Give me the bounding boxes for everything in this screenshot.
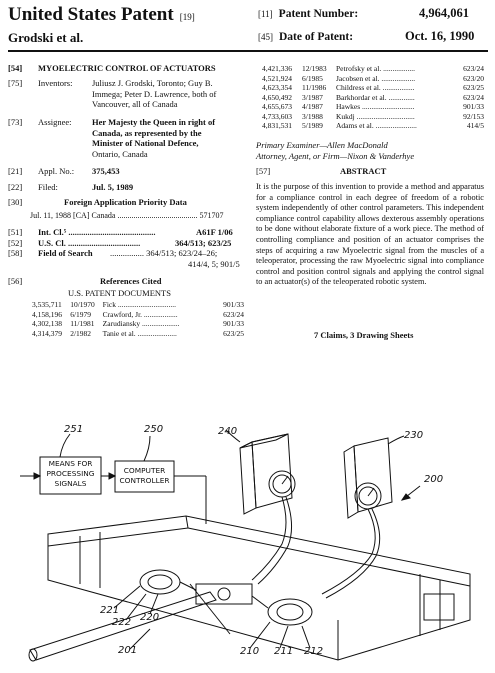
ref-date: 3/1987 [302, 92, 323, 102]
uscl-label: U.S. Cl. .................................. [38, 237, 141, 248]
assignee-code: [73] [8, 117, 23, 127]
primary-examiner: Primary Examiner—Allen MacDonald [256, 140, 388, 150]
reference-row [32, 300, 244, 310]
ref-class: 623/25 [223, 328, 245, 338]
ref-200: 200 [424, 474, 444, 485]
assignee-line-3: Minister of National Defence, [92, 138, 199, 148]
ref-name: Crawford, Jr. .................. [102, 309, 178, 319]
ref-number: 4,421,336 [262, 64, 292, 73]
ref-number: 4,314,379 [32, 328, 62, 338]
abstract-heading: ABSTRACT [340, 166, 387, 176]
inventors-line-1: Juliusz J. Grodski, Toronto; Guy B. [92, 78, 213, 88]
ref-221: 221 [100, 605, 120, 616]
inventors-code: [75] [8, 78, 23, 88]
intcl-label: Int. Cl.⁵ ......................................... [38, 227, 156, 237]
reference-row [262, 83, 486, 93]
priority-code: [30] [8, 197, 23, 207]
ref-number: 4,302,138 [32, 319, 62, 328]
ref-class: 623/25 [463, 83, 484, 92]
ref-date: 6/1985 [302, 73, 323, 83]
ref-number: 4,650,492 [262, 92, 292, 102]
authors: Grodski et al. [8, 30, 84, 45]
ref-201: 201 [118, 645, 138, 656]
uscl-code: [52] [8, 237, 23, 248]
ref-212: 212 [304, 646, 324, 657]
patent-date: Oct. 16, 1990 [405, 29, 475, 43]
ref-number: 4,158,196 [32, 309, 62, 319]
reference-row [262, 74, 486, 84]
abstract-text: It is the purpose of this invention to provide a method and apparatus for a compliance control in each degree of freedom of a robotic system independently of other control parameters. This independent compliance control capability allows dexterous assembly operations to be done without elaborate fixture of a work piece. The method of controlling compliance and position of an actuator comprises the steps of acquiring a raw Myoelectric signal from the muscles of a teleoperator, processing the raw Myoelectric signal into compliance control and position control signals and applying the control signal to an actuator(s) of the teleoperated robotic system. [256, 182, 484, 287]
processing-box-label: MEANS FOR PROCESSING SIGNALS [46, 459, 95, 488]
ref-class: 623/20 [463, 73, 484, 83]
ref-class: 414/5 [466, 121, 484, 130]
ref-date: 6/1979 [70, 309, 92, 319]
ref-date: 5/1989 [302, 121, 323, 130]
ref-name: Petrofsky et al. ................. [336, 64, 415, 73]
references-left-list [32, 300, 244, 338]
ref-class: 901/33 [223, 319, 245, 328]
reference-row [262, 112, 486, 122]
priority-line: Jul. 11, 1988 [CA] Canada ........................................ 571707 [30, 211, 224, 220]
ref-class: 623/24 [463, 64, 484, 73]
ref-230: 230 [404, 430, 424, 441]
patent-number: 4,964,061 [419, 6, 469, 20]
ref-name: Fick ............................... [102, 300, 177, 309]
inventors-label: Inventors: [38, 78, 73, 88]
ref-220: 220 [140, 612, 160, 623]
filed-label: Filed: [38, 182, 58, 192]
ref-number: 4,655,673 [262, 102, 292, 111]
ref-name: Barkhordar et al. .............. [336, 92, 415, 102]
ref-number: 4,733,603 [262, 111, 292, 121]
reference-row [32, 310, 244, 320]
ref-251: 251 [64, 424, 84, 435]
references-code: [56] [8, 276, 23, 286]
ref-date: 3/1988 [302, 111, 323, 121]
filed-code: [22] [8, 182, 23, 192]
reference-row [32, 319, 244, 329]
attorney: Attorney, Agent, or Firm—Nixon & Vanderhye [256, 150, 415, 161]
search-value: ................ 364/513; 623/24–26; [110, 248, 218, 258]
ref-240: 240 [218, 426, 238, 437]
patent-office-title: United States Patent [19] [8, 4, 195, 25]
reference-row [32, 329, 244, 339]
invention-title: MYOELECTRIC CONTROL OF ACTUATORS [38, 63, 216, 73]
appl-code: [21] [8, 166, 23, 176]
ref-number: 4,521,924 [262, 73, 292, 83]
ref-name: Jacobsen et al. .................. [336, 73, 416, 83]
search-code: [58] [8, 248, 23, 258]
ref-name: Adams et al. ...................... [336, 121, 417, 130]
date-label: [45] Date of Patent: [258, 31, 354, 43]
ref-class: 623/24 [463, 92, 484, 102]
ref-class: 92/153 [463, 111, 484, 121]
ref-date: 4/1987 [302, 102, 323, 111]
ref-number: 3,535,711 [32, 300, 62, 309]
ref-name: Zarudiansky .................... [102, 319, 180, 328]
ref-class: 901/33 [223, 300, 245, 309]
ref-name: Kukdj ............................... [336, 111, 415, 121]
ref-number: 4,623,354 [262, 83, 292, 92]
appl-label: Appl. No.: [38, 166, 75, 176]
control-box-240 [252, 434, 292, 508]
intcl-code: [51] [8, 227, 23, 237]
assignee-line-1: Her Majesty the Queen in right of [92, 117, 216, 127]
ref-date: 12/1983 [302, 64, 327, 73]
filed-value: Jul. 5, 1989 [92, 182, 134, 192]
references-heading: References Cited [100, 276, 162, 286]
claims-summary: 7 Claims, 3 Drawing Sheets [314, 330, 414, 340]
actuator-left [140, 570, 180, 594]
computer-box-label: COMPUTER CONTROLLER [119, 466, 170, 485]
ref-class: 901/33 [463, 102, 484, 111]
search-label: Field of Search [38, 248, 93, 258]
reference-row [262, 102, 486, 112]
assignee-label: Assignee: [38, 117, 72, 127]
reference-row [262, 121, 486, 131]
references-right-list [262, 64, 486, 131]
actuator-right [268, 599, 312, 625]
uscl-value: 364/513; 623/25 [175, 237, 232, 248]
abstract-code: [57] [256, 166, 271, 176]
assignee-line-2: Canada, as represented by the [92, 127, 202, 138]
ref-210: 210 [240, 646, 260, 657]
priority-heading: Foreign Application Priority Data [64, 197, 187, 207]
references-subheading: U.S. PATENT DOCUMENTS [68, 288, 171, 298]
inventors-line-2: Immega; Peter D. Lawrence, both of [92, 88, 217, 99]
header-rule [8, 50, 488, 52]
intcl-value: A61F 1/06 [196, 227, 233, 237]
appl-value: 375,453 [92, 166, 120, 176]
ref-date: 2/1982 [70, 328, 92, 338]
reference-row [262, 64, 486, 74]
ref-name: Childress et al. ................. [336, 83, 415, 92]
assignee-line-4: Ontario, Canada [92, 148, 148, 159]
ref-date: 11/1981 [70, 319, 95, 328]
control-box-230 [354, 438, 392, 512]
search-value-2: 414/4, 5; 901/5 [188, 258, 240, 269]
ref-number: 4,831,531 [262, 121, 292, 130]
ref-250: 250 [144, 424, 164, 435]
ref-name: Tanie et al. ..................... [102, 328, 177, 338]
ref-name: Hawkes ............................ [336, 102, 415, 111]
reference-row [262, 93, 486, 103]
patent-number-label: [11] Patent Number: [258, 8, 359, 20]
inventors-line-3: Vancouver, all of Canada [92, 99, 178, 109]
title-code: [54] [8, 63, 23, 73]
ref-222: 222 [112, 617, 132, 628]
ref-class: 623/24 [223, 309, 245, 319]
ref-date: 11/1986 [302, 83, 327, 92]
ref-date: 10/1970 [70, 300, 95, 309]
ref-211: 211 [274, 646, 294, 657]
